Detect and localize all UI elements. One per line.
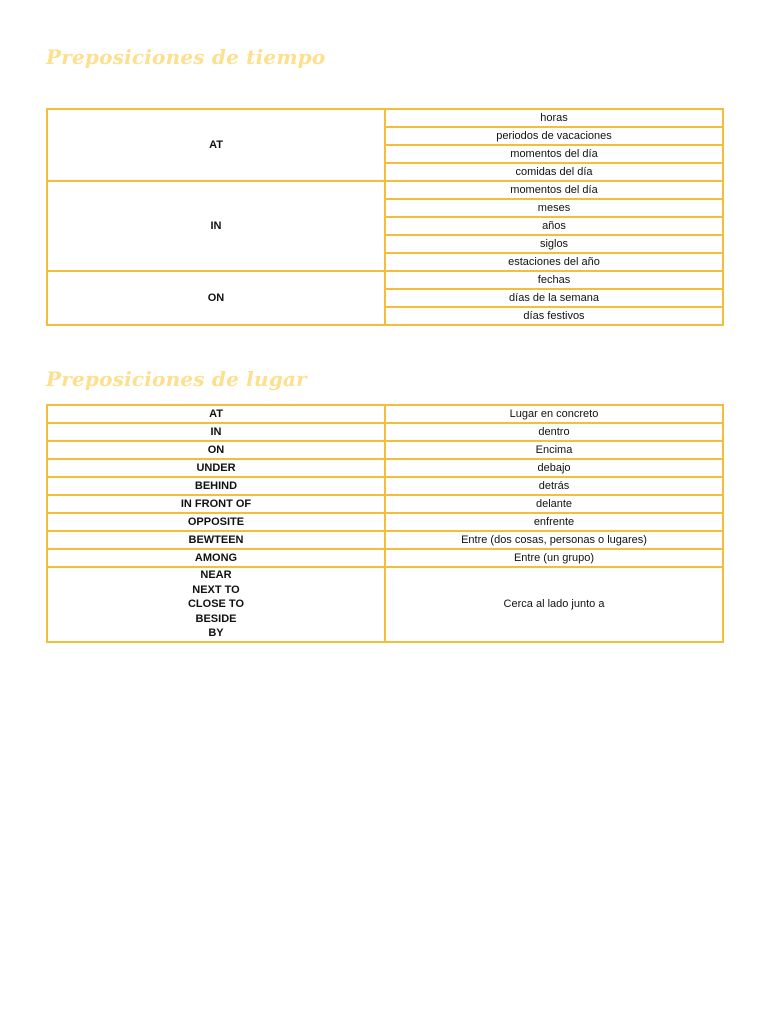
preposition-near: NEAR: [200, 569, 232, 581]
table-row: [47, 513, 723, 531]
preposition-close-to: CLOSE TO: [187, 598, 245, 610]
preposition-cell: AT: [47, 405, 385, 423]
preposition-cell: BEHIND: [47, 477, 385, 495]
use-cell: estaciones del año: [385, 253, 723, 271]
preposition-cell-on: ON: [47, 271, 385, 325]
preposition-beside: BESIDE: [195, 612, 237, 625]
preposition-cell: BEWTEEN: [47, 531, 385, 549]
table-row: [47, 477, 723, 495]
preposition-cell: UNDER: [47, 459, 385, 477]
table-row: [47, 495, 723, 513]
time-prepositions-heading: Preposiciones de tiempo: [46, 45, 326, 69]
meaning-cell: Encima: [385, 441, 723, 459]
preposition-cell: IN FRONT OF: [47, 495, 385, 513]
place-prepositions-table: [46, 404, 724, 643]
preposition-cell: IN: [47, 423, 385, 441]
use-cell: años: [385, 217, 723, 235]
use-cell: días de la semana: [385, 289, 723, 307]
preposition-cell-at: AT: [47, 109, 385, 181]
table-row: [47, 181, 723, 199]
preposition-cell-in: IN: [47, 181, 385, 271]
preposition-cell: AMONG: [47, 549, 385, 567]
table-row: [47, 567, 723, 642]
table-row: [47, 109, 723, 127]
table-row: [47, 271, 723, 289]
meaning-cell: debajo: [385, 459, 723, 477]
preposition-cell-proximity: [47, 567, 385, 642]
meaning-cell: Lugar en concreto: [385, 405, 723, 423]
use-cell: meses: [385, 199, 723, 217]
use-cell: días festivos: [385, 307, 723, 325]
use-cell: periodos de vacaciones: [385, 127, 723, 145]
table-row: [47, 459, 723, 477]
preposition-by: BY: [208, 627, 224, 639]
use-cell: momentos del día: [385, 145, 723, 163]
use-cell: comidas del día: [385, 163, 723, 181]
meaning-cell: Cerca al lado junto a: [385, 567, 723, 642]
meaning-cell: Entre (dos cosas, personas o lugares): [385, 531, 723, 549]
use-cell: fechas: [385, 271, 723, 289]
place-prepositions-heading: Preposiciones de lugar: [46, 367, 307, 391]
meaning-cell: enfrente: [385, 513, 723, 531]
time-prepositions-table: [46, 108, 724, 326]
table-row: [47, 531, 723, 549]
table-row: [47, 441, 723, 459]
preposition-next-to: NEXT TO: [192, 583, 240, 596]
preposition-cell: OPPOSITE: [47, 513, 385, 531]
meaning-cell: dentro: [385, 423, 723, 441]
use-cell: siglos: [385, 235, 723, 253]
meaning-cell: delante: [385, 495, 723, 513]
use-cell: horas: [385, 109, 723, 127]
table-row: [47, 549, 723, 567]
meaning-cell: detrás: [385, 477, 723, 495]
use-cell: momentos del día: [385, 181, 723, 199]
meaning-cell: Entre (un grupo): [385, 549, 723, 567]
table-row: [47, 423, 723, 441]
table-row: [47, 405, 723, 423]
preposition-cell: ON: [47, 441, 385, 459]
